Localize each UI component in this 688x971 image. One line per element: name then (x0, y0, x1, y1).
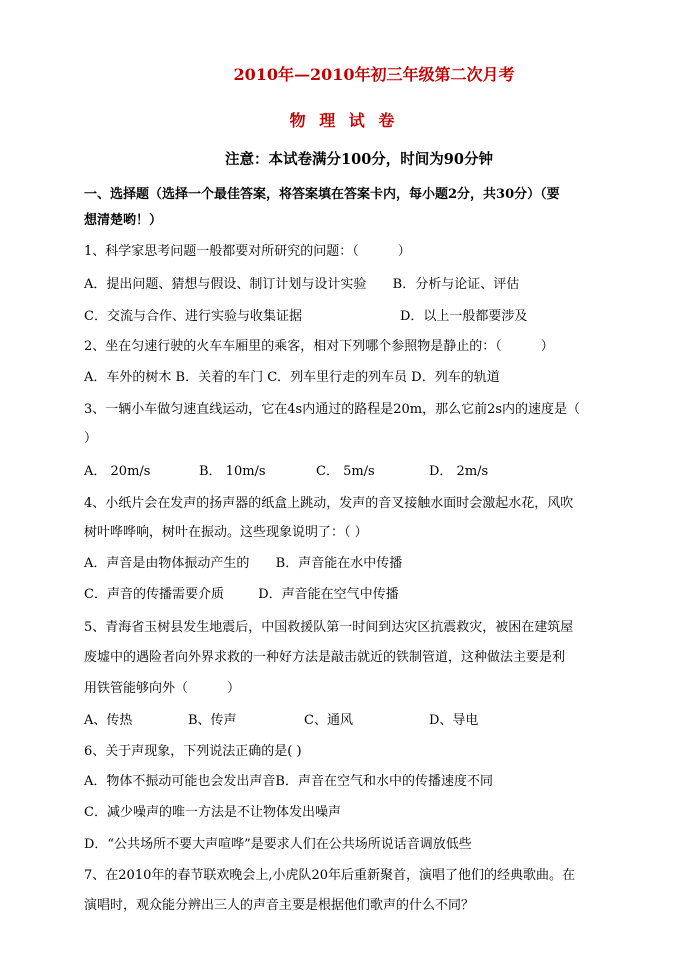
q4-stem-line2: 树叶哗哗响，树叶在振动。这些现象说明了：（ ） (84, 525, 368, 540)
q3-option-d: D． 2m/s (429, 464, 489, 479)
q1-options-ab (84, 273, 519, 292)
q1-options-cd (84, 305, 528, 324)
q6-option-c: C．减少噪声的唯一方法是不让物体发出噪声 (84, 805, 341, 820)
q3-stem-line2: ） (84, 431, 98, 446)
q4-option-b: B．声音能在水中传播 (275, 556, 403, 571)
q3-option-b: B． 10m/s (199, 464, 266, 479)
q5-option-c: C、通风 (304, 713, 353, 728)
q4-option-d: D．声音能在空气中传播 (258, 587, 399, 602)
q1-stem: 1、科学家思考问题一般都要对所研究的问题：（ ） (84, 244, 411, 259)
q3-stem-line1: 3、一辆小车做匀速直线运动，它在4s内通过的路程是20m，那么它前2s内的速度是（ (84, 402, 581, 417)
exam-notice: 注意：本试卷满分100分，时间为90分钟 (225, 151, 493, 168)
q4-options-ab (84, 552, 402, 571)
section-heading-line1: 一、选择题（选择一个最佳答案，将答案填在答案卡内，每小题2分，共30分）（要 (84, 187, 560, 202)
q4-option-a: A．声音是由物体振动产生的 (84, 556, 250, 571)
q4-options-cd (84, 583, 399, 602)
q1-option-a: A．提出问题、猜想与假设、制订计划与设计实验 (84, 277, 367, 292)
q7-stem-line2: 演唱时，观众能分辨出三人的声音主要是根据他们歌声的什么不同？ (84, 898, 475, 913)
q1-option-b: B．分析与论证、评估 (392, 277, 520, 292)
q1-option-d: D．以上一般都要涉及 (400, 309, 528, 324)
q5-option-b: B、传声 (188, 713, 237, 728)
q6-options-ab: A．物体不振动可能也会发出声音B．声音在空气和水中的传播速度不同 (84, 774, 493, 789)
q3-option-a: A． 20m/s (84, 464, 151, 479)
q6-stem: 6、关于声现象，下列说法正确的是( ) (84, 744, 302, 759)
q4-stem-line1: 4、小纸片会在发声的扬声器的纸盒上跳动，发声的音叉接触水面时会激起水花，风吹 (84, 496, 574, 511)
q5-stem-line3: 用铁管能够向外（ ） (84, 681, 241, 696)
exam-title: 2010年—2010年初三年级第二次月考 (233, 65, 515, 84)
q7-stem-line1: 7、在2010年的春节联欢晚会上,小虎队20年后重新聚首，演唱了他们的经典歌曲。在 (84, 868, 576, 883)
q2-stem: 2、坐在匀速行驶的火车车厢里的乘客，相对下列哪个参照物是静止的：（ ） (84, 339, 554, 354)
q5-option-a: A、传热 (84, 713, 133, 728)
q1-option-c: C．交流与合作、进行实验与收集证据 (84, 309, 302, 324)
section-heading-line2: 想清楚哟！） (84, 213, 163, 228)
q5-stem-line2: 废墟中的遇险者向外界求救的一种好方法是敲击就近的铁制管道，这种做法主要是利 (84, 650, 566, 665)
q5-option-d: D、导电 (429, 713, 479, 728)
q3-option-c: C． 5m/s (316, 464, 375, 479)
q6-option-d: D．“公共场所不要大声喧哗”是要求人们在公共场所说话音调放低些 (84, 837, 472, 852)
q5-stem-line1: 5、青海省玉树县发生地震后，中国救援队第一时间到达灾区抗震救灾，被困在建筑屋 (84, 620, 574, 635)
q2-options: A．车外的树木 B．关着的车门 C．列车里行走的列车员 D．列车的轨道 (84, 370, 500, 385)
q4-option-c: C．声音的传播需要介质 (84, 587, 224, 602)
exam-subtitle: 物 理 试 卷 (289, 111, 399, 130)
